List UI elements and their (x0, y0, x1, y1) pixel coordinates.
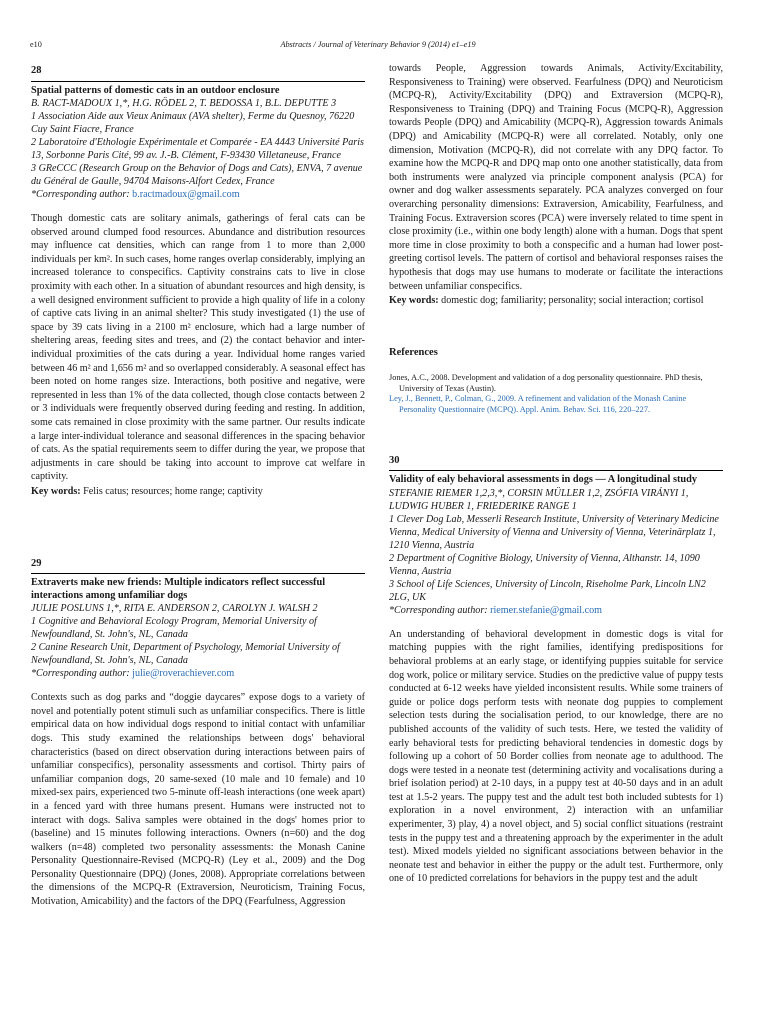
affiliation: 1 Association Aide aux Vieux Animaux (AVA shelter), Ferme du Quesnoy, 76220 Cuy Saint Fiacre, France (31, 111, 355, 136)
affiliation: 2 Department of Cognitive Biology, University of Vienna, Althanstr. 14, 1090 Vienna, Austria (389, 552, 700, 577)
affiliation: 3 School of Life Sciences, University of Lincoln, Riseholme Park, Lincoln LN2 2LG, UK (389, 578, 706, 603)
divider (31, 81, 365, 82)
reference-item: Jones, A.C., 2008. Development and validation of a dog personality questionnaire. PhD thesis, University of Texas (Austin). (389, 373, 703, 393)
abstract-29 (31, 557, 365, 909)
affiliation: 2 Canine Research Unit, Department of Psychology, Memorial University of Newfoundland, St. John's, NL, Canada (31, 642, 340, 667)
affiliation: 3 GReCCC (Research Group on the Behavior of Dogs and Cats), ENVA, 7 avenue du Général de Gaulle, 94704 Maisons-Alfort Cedex, France (31, 163, 363, 188)
author-list: B. RACT-MADOUX 1,*, H.G. RÖDEL 2, T. BEDOSSA 1, B.L. DEPUTTE 3 (31, 98, 337, 110)
left-column (31, 62, 365, 909)
author-list: JULIE POSLUNS 1,*, RITA E. ANDERSON 2, CAROLYN J. WALSH 2 (31, 603, 318, 615)
abstract-number: 28 (31, 65, 42, 76)
keywords (31, 485, 365, 499)
right-column (389, 62, 723, 886)
divider (389, 470, 723, 471)
corresponding-label: *Corresponding author: (31, 189, 133, 201)
page-header (30, 40, 726, 54)
email-link[interactable]: b.ractmadoux@gmail.com (132, 189, 240, 201)
abstract-title: Spatial patterns of domestic cats in an outdoor enclosure (31, 84, 280, 96)
abstract-number: 30 (389, 454, 400, 466)
reference-link[interactable]: Ley, J., Bennett, P., Colman, G., 2009. A refinement and validation of the Monash Canine Personality Questionnaire (MCPQ). Appl. Anim. Behav. Sci. 116, 220–227. (389, 394, 687, 415)
page-number: e10 (30, 40, 42, 49)
keywords (389, 294, 723, 308)
keywords-label: Key words: (31, 485, 81, 497)
abstract-28 (31, 64, 365, 499)
corresponding-author (31, 188, 365, 201)
email-link[interactable]: riemer.stefanie@gmail.com (490, 604, 603, 616)
author-list: STEFANIE RIEMER 1,2,3,*, CORSIN MÜLLER 1,2, ZSÓFIA VIRÁNYI 1, LUDWIG HUBER 1, FRIEDERIKE RANGE 1 (389, 487, 689, 512)
keywords-text: domestic dog; familiarity; personality; social interaction; cortisol (441, 295, 704, 307)
keywords-text: Felis catus; resources; home range; captivity (83, 485, 263, 497)
abstract-number: 29 (31, 557, 42, 569)
affiliation: 1 Clever Dog Lab, Messerli Research Institute, University of Veterinary Medicine Vienna, Medical University of Vienna and University of Vienna, Veterinärplatz 1, 1210 Vienna, Austria (389, 513, 719, 551)
affiliation: 1 Cognitive and Behavioral Ecology Program, Memorial University of Newfoundland, St. John's, NL, Canada (31, 616, 317, 641)
abstract-body-continued: towards People, Aggression towards Animals, Activity/Excitability, Responsiveness to Training) were observed. Fearfulness (DPQ) and Neuroticism (MCPQ-R), Activity/Excitability (DPQ) and Extraversion (MCPQ-R), Responsiveness to Training (DPQ) and Training Focus (MCPQ-R), Aggression towards People (DPQ) and Amicability (MCPQ-R), Aggression towards Animals (DPQ) and Amicability (MCPQ-R) were all correlated. Notably, only one dimension, Motivation (MCPQ-R), did not correlate with any DPQ factor. To examine how the MCPQ-R and DPQ map onto one another statistically, data from both instruments were analyzed via principle component analysis (PCA) for owner and dog walker assessments separately. PCA analyzes converged on four overarching personality dimensions: Extraversion, Amicability, Fearfulness, and Training Focus. Extraversion scores (PCA) were inversely related to time spent in close proximity (i.e., within one body length) alone with a human. Dogs that spent more time in close proximity to both a conspecific and a human had lower post-greeting cortisol levels. The pattern of cortisol and behavioral responses raises the hypothesis that dogs may use humans to moderate or facilitate the interactions between unfamiliar conspecifics. (389, 63, 723, 292)
abstract-title: Extraverts make new friends: Multiple indicators reflect successful interactions among unfamiliar dogs (31, 577, 326, 601)
abstract-30 (389, 454, 723, 886)
abstract-body: Though domestic cats are solitary animals, gatherings of feral cats can be observed around clumped food resources. Abundance and distribution resources may influence cat densities, which can range from 1 to more than 2,000 individuals per km². In such cases, home ranges overlap considerably, implying an increased tolerance to conspecifics. Captivity constrains cats to live in close proximity with each other. In a situation of abundant resources and high density, is a well designed environment sufficient to provide a high quality of life in a colony of captive cats living in an animal shelter? This study investigated (1) the use of space by 39 cats living in a 2100 m² enclosure, which had a large number of sheltering areas, feeding sites and trees, and (2) the contact behavior and inter-individual proximities of the cats during a year. Individual home ranges varied between 46 m² and 1,656 m² and so overlapped considerably. A seasonal effect has been noted on home ranges size. Interactions, both positive and negative, were represented in less than 1% of the data collected, though close contacts between 2 or 3 individuals were frequently observed during feeding and resting. In addition, some cats remained in close proximity with the same partner. Our results indicate a large inter-individual tolerance and seasonal differences in the spacing behavior of cats. As the spatial requirements seem to differ during the year, we propose that adjustments in care should be taking into account to improve cat welfare in captivity. (31, 213, 366, 483)
references-heading: References (389, 346, 438, 358)
abstract-body: An understanding of behavioral development in domestic dogs is vital for matching puppies with the right families, identifying predispositions for behavioral problems at an early stage, or identifying puppies suitable for service dog work, police or military service. Studies on the predictive value of puppy tests conducted at 6-12 weeks have yielded inconsistent results. While some trainers of guide or police dogs perform tests with neonate dog puppies to complement selection tests during the socialisation period, to our knowledge, there are no published accounts of the validity of such tests. Here, we tested the validity of early behavioral tests for predicting behavioral tendencies in domestic dogs by following up a cohort of 50 Border collies from neonate age to adulthood. The dogs were tested in a neonate test (determining activity and vocalisations during a brief isolation period) at 2-10 days, in a puppy test at 40-50 days and in an adult test at 1.5-2 years. The puppy test and the adult test both included subtests for 1) exploration in a novel environment, 2) interaction with an unfamiliar experimenter, 3) play, 4) a novel object, and 5) social conflict situations (restraint tests in the puppy test and a threatening approach by the experimenter in the adult test). Mixed models yielded no significant associations between behavior in the neonate test and behavior in either the puppy or the adult test. Furthermore, only one of 10 predicted correlations for behaviors in the puppy test and the adult (389, 628, 723, 885)
journal-title: Abstracts / Journal of Veterinary Behavior 9 (2014) e1–e19 (280, 40, 476, 49)
affiliation: 2 Laboratoire d'Ethologie Expérimentale et Comparée - EA 4443 Université Paris 13, Sorbonne Paris Cité, 99 av. J.-B. Clément, F-93430 Villetaneuse, France (31, 137, 364, 162)
email-link[interactable]: julie@roverachiever.com (132, 668, 235, 680)
divider (31, 573, 365, 574)
corresponding-label: *Corresponding author: (31, 668, 133, 680)
abstract-body: Contexts such as dog parks and “doggie daycares” expose dogs to a variety of novel and potentially potent stimuli such as unfamiliar conspecifics. There is little empirical data on how individual dogs respond to initial contact with unfamiliar dogs. This study examined the relationships between dogs' behavioral characteristics (based on direct observation during interactions between pairs of unfamiliar conspecifics), personality assessments and cortisol. Thirty pairs of unfamiliar companion dogs, 20 same-sexed (10 male and 10 female) and 10 mixed-sex pairs, experienced two 5-minute off-leash interactions (one week apart) in a fenced yard with three humans present. Humans were instructed not to interact with dogs. Saliva samples were obtained in the dogs' homes prior to (baseline) and 15 minutes following interactions. Owners (n=60) and the dog walkers (n=48) completed two personality assessments: the Monash Canine Personality Questionnaire-Revised (MCPQ-R) (Ley et al., 2009) and the Dog Personality Questionnaire (DPQ) (Jones, 2008). Appropriate correlations between the dimensions of the MCPQ-R (Extraversion, Neuroticism, Training Focus, Motivation, Amicability) and the factors of the DPQ (Fearfulness, Aggression (31, 692, 365, 908)
corresponding-author (389, 604, 723, 617)
corresponding-author (31, 667, 365, 680)
corresponding-label: *Corresponding author: (389, 604, 491, 616)
keywords-label: Key words: (389, 295, 439, 307)
abstract-title: Validity of ealy behavioral assessments in dogs — A longitudinal study (389, 474, 698, 486)
